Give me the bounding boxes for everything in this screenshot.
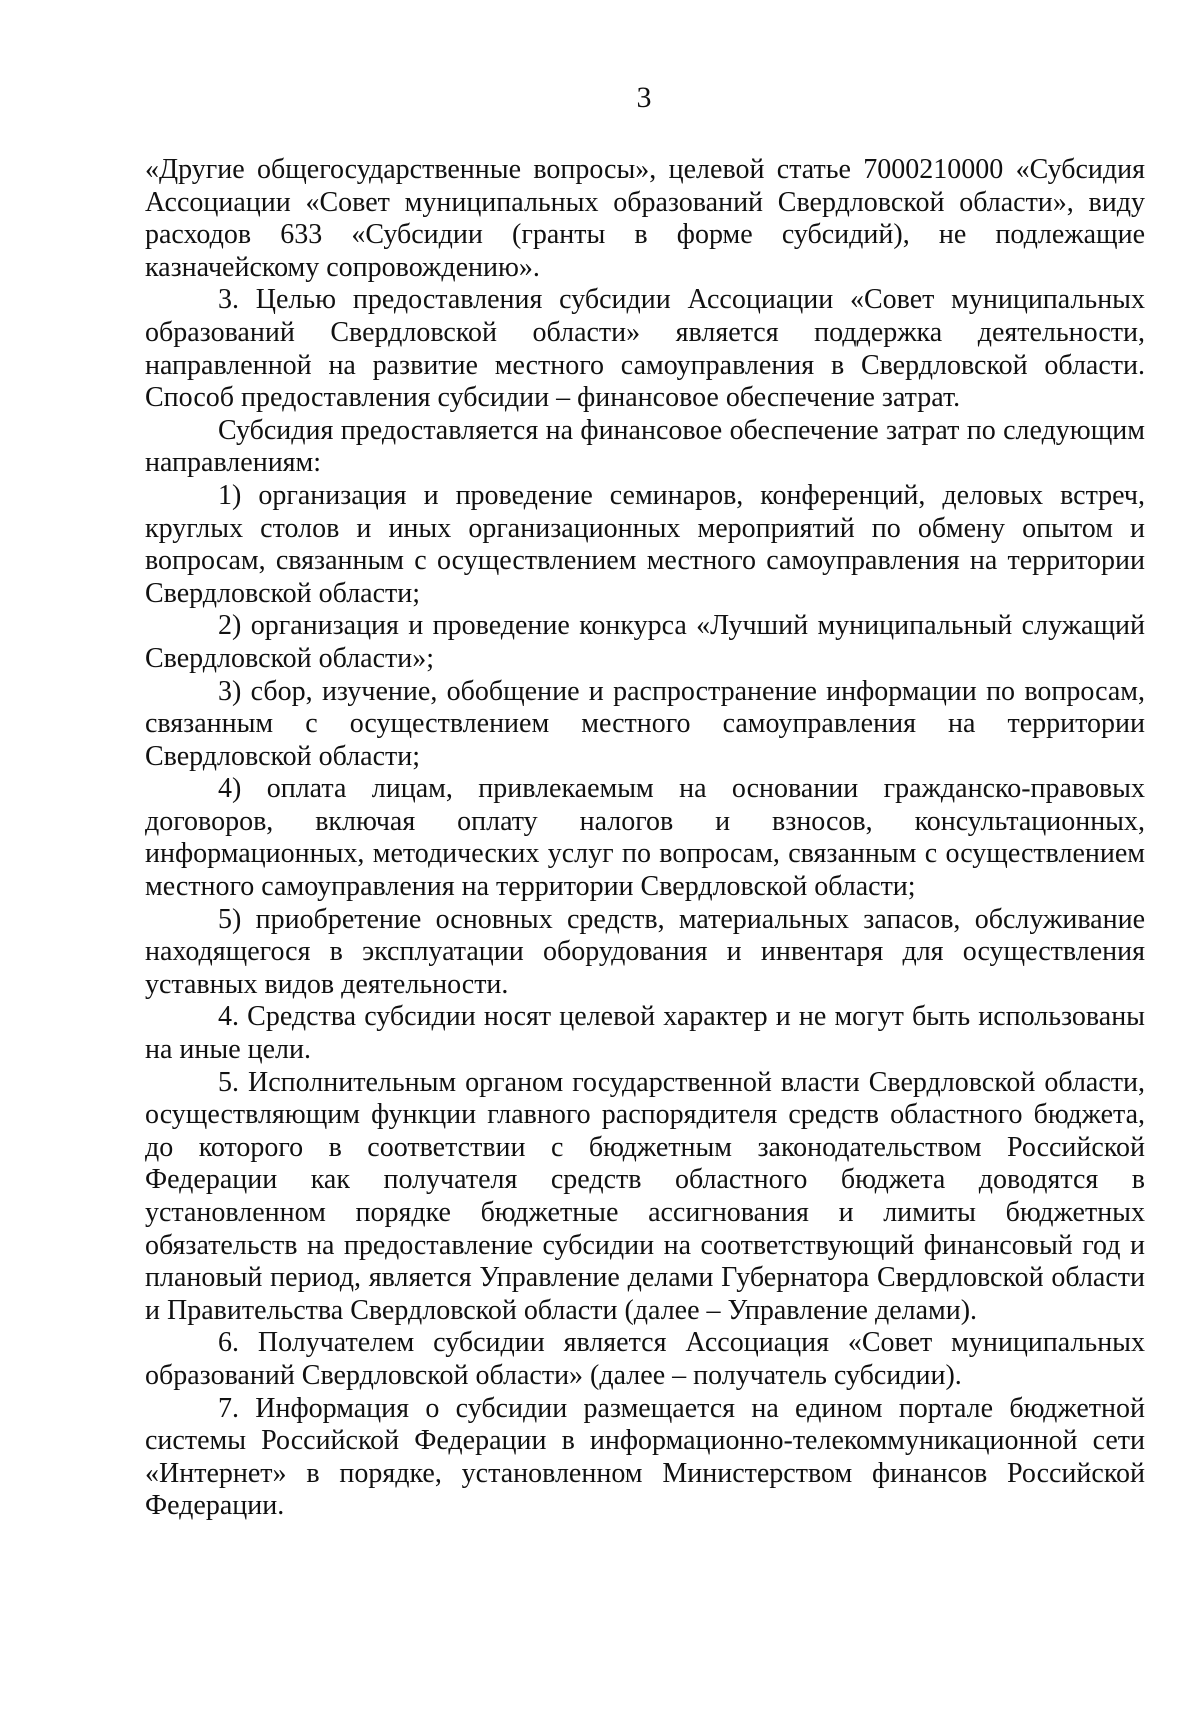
page-number: 3: [636, 81, 652, 114]
paragraph-7-information: 7. Информация о субсидии размещается на едином портале бюджетной системы Российской Федерации в информационно-телекоммуникационной сети «Интернет» в порядке, установленном Министерством финансов Российской Федерации.: [145, 1392, 1145, 1522]
list-item-3: 3) сбор, изучение, обобщение и распространение информации по вопросам, связанным с осуществлением местного самоуправления на территории Свердловской области;: [145, 675, 1145, 772]
list-item-2: 2) организация и проведение конкурса «Лучший муниципальный служащий Свердловской области»;: [145, 610, 1145, 674]
list-item-5: 5) приобретение основных средств, материальных запасов, обслуживание находящегося в эксплуатации оборудования и инвентаря для осуществления уставных видов деятельности.: [145, 903, 1145, 1000]
paragraph-6-recipient: 6. Получателем субсидии является Ассоциация «Совет муниципальных образований Свердловской области» (далее – получатель субсидии).: [145, 1327, 1145, 1391]
paragraph-3-purpose: 3. Целью предоставления субсидии Ассоциации «Совет муниципальных образований Свердловской области» является поддержка деятельности, направленной на развитие местного самоуправления в Свердловской области. Способ предоставления субсидии – финансовое обеспечение затрат.: [145, 284, 1145, 414]
list-item-1: 1) организация и проведение семинаров, конференций, деловых встреч, круглых столов и иных организационных мероприятий по обмену опытом и вопросам, связанным с осуществлением местного самоуправления на территории Свердловской области;: [145, 479, 1145, 609]
paragraph-budget-classification: «Другие общегосударственные вопросы», целевой статье 7000210000 «Субсидия Ассоциации «Совет муниципальных образований Свердловской области», виду расходов 633 «Субсидии (гранты в форме субсидий), не подлежащие казначейскому сопровождению».: [145, 154, 1145, 283]
list-item-4: 4) оплата лицам, привлекаемым на основании гражданско-правовых договоров, включая оплату налогов и взносов, консультационных, информационных, методических услуг по вопросам, связанным с осуществлением местного самоуправления на территории Свердловской области;: [145, 773, 1145, 903]
paragraph-directions-intro: Субсидия предоставляется на финансовое обеспечение затрат по следующим направлениям:: [145, 414, 1145, 479]
document-body: [145, 154, 1145, 1523]
paragraph-4-targeted-use: 4. Средства субсидии носят целевой характер и не могут быть использованы на иные цели.: [145, 1001, 1145, 1066]
paragraph-5-executive-body: 5. Исполнительным органом государственной власти Свердловской области, осуществляющим функции главного распорядителя средств областного бюджета, до которого в соответствии с бюджетным законодательством Российской Федерации как получателя средств областного бюджета доводятся в установленном порядке бюджетные ассигнования и лимиты бюджетных обязательств на предоставление субсидии на соответствующий финансовый год и плановый период, является Управление делами Губернатора Свердловской области и Правительства Свердловской области (далее – Управление делами).: [145, 1066, 1145, 1326]
